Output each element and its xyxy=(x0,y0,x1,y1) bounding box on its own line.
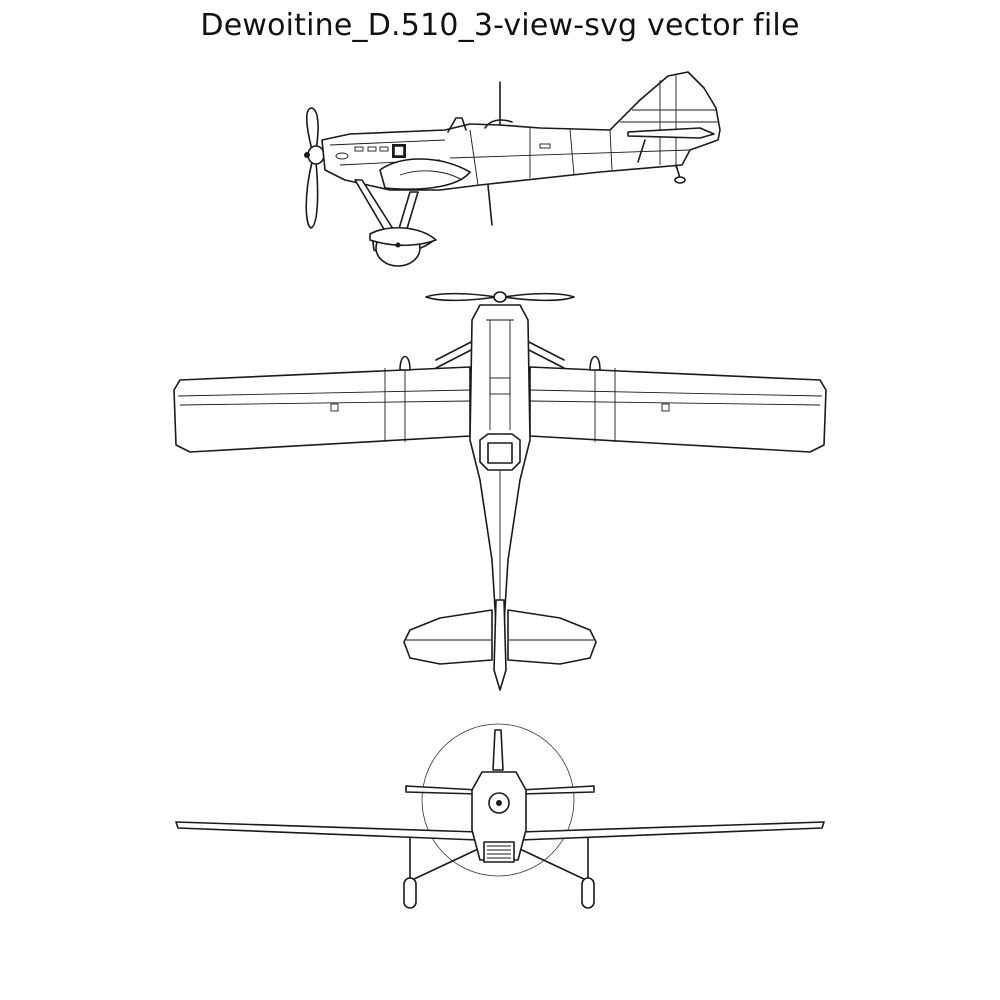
page-title: Dewoitine_D.510_3-view-svg vector file xyxy=(200,8,800,43)
front-view xyxy=(176,724,824,908)
top-view xyxy=(174,292,826,690)
side-view xyxy=(304,72,720,266)
